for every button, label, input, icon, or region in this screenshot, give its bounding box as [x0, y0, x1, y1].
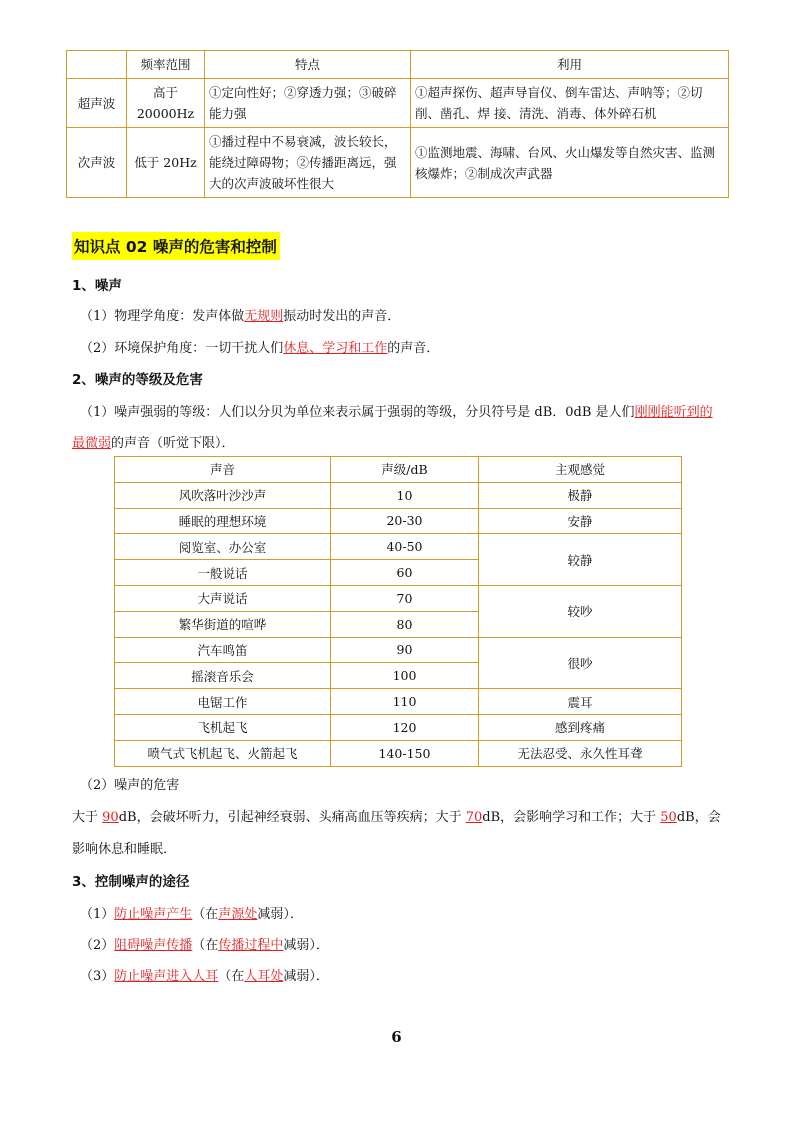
page-number: 6: [391, 1028, 402, 1046]
text-span: （1）物理学角度：发声体做: [80, 309, 245, 324]
s1-p1: [80, 305, 400, 324]
key-term: 阻碍噪声传播: [114, 938, 193, 953]
level-cell: 100: [331, 663, 479, 689]
list-item: [80, 965, 329, 984]
wave-table: [66, 50, 729, 198]
text-span: 振动时发出的声音．: [283, 309, 401, 324]
text-span: （3）: [80, 969, 115, 984]
wave-use: ①监测地震、海啸、台风、火山爆发等自然灾害、监测核爆炸；②制成次声武器: [411, 128, 729, 198]
sound-cell: 电锯工作: [115, 689, 331, 715]
table-row: [67, 79, 729, 128]
table-row: [115, 585, 682, 611]
table-row: [115, 714, 682, 740]
table-row: [115, 534, 682, 560]
sound-cell: 飞机起飞: [115, 714, 331, 740]
wave-range: 高于20000Hz: [127, 79, 205, 128]
wave-table-header-cell: 频率范围: [127, 51, 205, 79]
key-term: 70: [465, 810, 483, 825]
level-cell: 10: [331, 482, 479, 508]
text-span: 的声音．: [387, 341, 440, 356]
level-cell: 80: [331, 611, 479, 637]
section-title: 知识点 02 噪声的危害和控制: [72, 232, 280, 260]
key-term: 50: [660, 810, 677, 825]
feeling-cell: 较静: [479, 534, 682, 586]
sound-cell: 风吹落叶沙沙声: [115, 482, 331, 508]
feeling-cell: 无法忍受、永久性耳聋: [479, 740, 682, 766]
key-term: 防止噪声产生: [114, 907, 193, 922]
level-cell: 70: [331, 585, 479, 611]
sound-cell: 睡眠的理想环境: [115, 508, 331, 534]
noise-table-header: [115, 457, 682, 483]
sound-cell: 繁华街道的喧哗: [115, 611, 331, 637]
key-term: 休息、学习和工作: [283, 341, 388, 356]
s2-title: 2、噪声的等级及危害: [72, 372, 203, 388]
wave-feature: ①定向性好；②穿透力强；③破碎能力强: [205, 79, 411, 128]
text-span: （在: [218, 969, 245, 984]
wave-table-header: [67, 51, 729, 79]
text-span: （2）环境保护角度：一切干扰人们: [80, 341, 284, 356]
key-term: 防止噪声进入人耳: [114, 969, 219, 984]
sound-cell: 摇滚音乐会: [115, 663, 331, 689]
level-cell: 20-30: [331, 508, 479, 534]
sound-cell: 喷气式飞机起飞、火箭起飞: [115, 740, 331, 766]
key-term: 无规则: [244, 309, 284, 324]
wave-table-header-cell: 特点: [205, 51, 411, 79]
text-span: 减弱）．: [283, 969, 329, 984]
text-span: （1）: [80, 907, 115, 922]
text-span: dB，会: [676, 810, 721, 825]
table-row: [115, 637, 682, 663]
harm-text-cont: 影响休息和睡眠．: [72, 842, 177, 857]
level-cell: 140-150: [331, 740, 479, 766]
text-span: （2）: [80, 938, 115, 953]
text-span: 减弱）．: [257, 907, 303, 922]
sound-cell: 一般说话: [115, 560, 331, 586]
text-span: 大于: [72, 810, 103, 825]
feeling-cell: 很吵: [479, 637, 682, 689]
key-term: 最微弱: [72, 436, 112, 451]
level-cell: 40-50: [331, 534, 479, 560]
wave-table-header-cell: [67, 51, 127, 79]
s2-p2: （2）噪声的危害: [80, 778, 180, 793]
table-row: [115, 482, 682, 508]
key-term: 人耳处: [244, 969, 284, 984]
s1-title: 1、噪声: [72, 278, 122, 294]
feeling-cell: 安静: [479, 508, 682, 534]
wave-use: ①超声探伤、超声导盲仪、倒车雷达、声呐等；②切削、凿孔、焊 接、清洗、消毒、体外碎石机: [411, 79, 729, 128]
key-term: 90: [102, 810, 119, 825]
table-row: [115, 508, 682, 534]
harm-text: [72, 806, 721, 825]
feeling-cell: 极静: [479, 482, 682, 508]
wave-table-header-cell: 利用: [411, 51, 729, 79]
feeling-cell: 震耳: [479, 689, 682, 715]
text-span: dB，会影响学习和工作；大于: [482, 810, 661, 825]
noise-table-header-cell: 主观感觉: [479, 457, 682, 483]
text-span: 减弱）．: [283, 938, 329, 953]
table-row: [67, 128, 729, 198]
text-span: dB，会破坏听力，引起神经衰弱、头痛高血压等疾病；大于: [118, 810, 466, 825]
level-cell: 110: [331, 689, 479, 715]
feeling-cell: 较吵: [479, 585, 682, 637]
s3-title: 3、控制噪声的途径: [72, 874, 190, 890]
text-span: （1）噪声强弱的等级：人们以分贝为单位来表示属于强弱的等级，分贝符号是 dB．0dB 是人们: [80, 405, 635, 420]
s1-p2: [80, 337, 439, 356]
text-span: 的声音（听觉下限）．: [111, 436, 235, 451]
wave-feature: ①播过程中不易衰减，波长较长，能绕过障碍物；②传播距离远，强大的次声波破坏性很大: [205, 128, 411, 198]
text-span: （在: [192, 907, 219, 922]
level-cell: 90: [331, 637, 479, 663]
key-term: 传播过程中: [218, 938, 284, 953]
key-term: 声源处: [218, 907, 258, 922]
table-row: [115, 689, 682, 715]
noise-level-table: [114, 456, 682, 767]
noise-table-header-cell: 声级/dB: [331, 457, 479, 483]
wave-name: 超声波: [67, 79, 127, 128]
level-cell: 60: [331, 560, 479, 586]
list-item: [80, 934, 329, 953]
wave-range: 低于 20Hz: [127, 128, 205, 198]
s2-p1: [80, 401, 713, 420]
sound-cell: 汽车鸣笛: [115, 637, 331, 663]
noise-table-header-cell: 声音: [115, 457, 331, 483]
feeling-cell: 感到疼痛: [479, 714, 682, 740]
level-cell: 120: [331, 714, 479, 740]
sound-cell: 阅览室、办公室: [115, 534, 331, 560]
wave-name: 次声波: [67, 128, 127, 198]
s2-p1-cont: [72, 432, 235, 451]
key-term: 刚刚能听到的: [634, 405, 713, 420]
text-span: （在: [192, 938, 219, 953]
table-row: [115, 740, 682, 766]
list-item: [80, 903, 303, 922]
sound-cell: 大声说话: [115, 585, 331, 611]
